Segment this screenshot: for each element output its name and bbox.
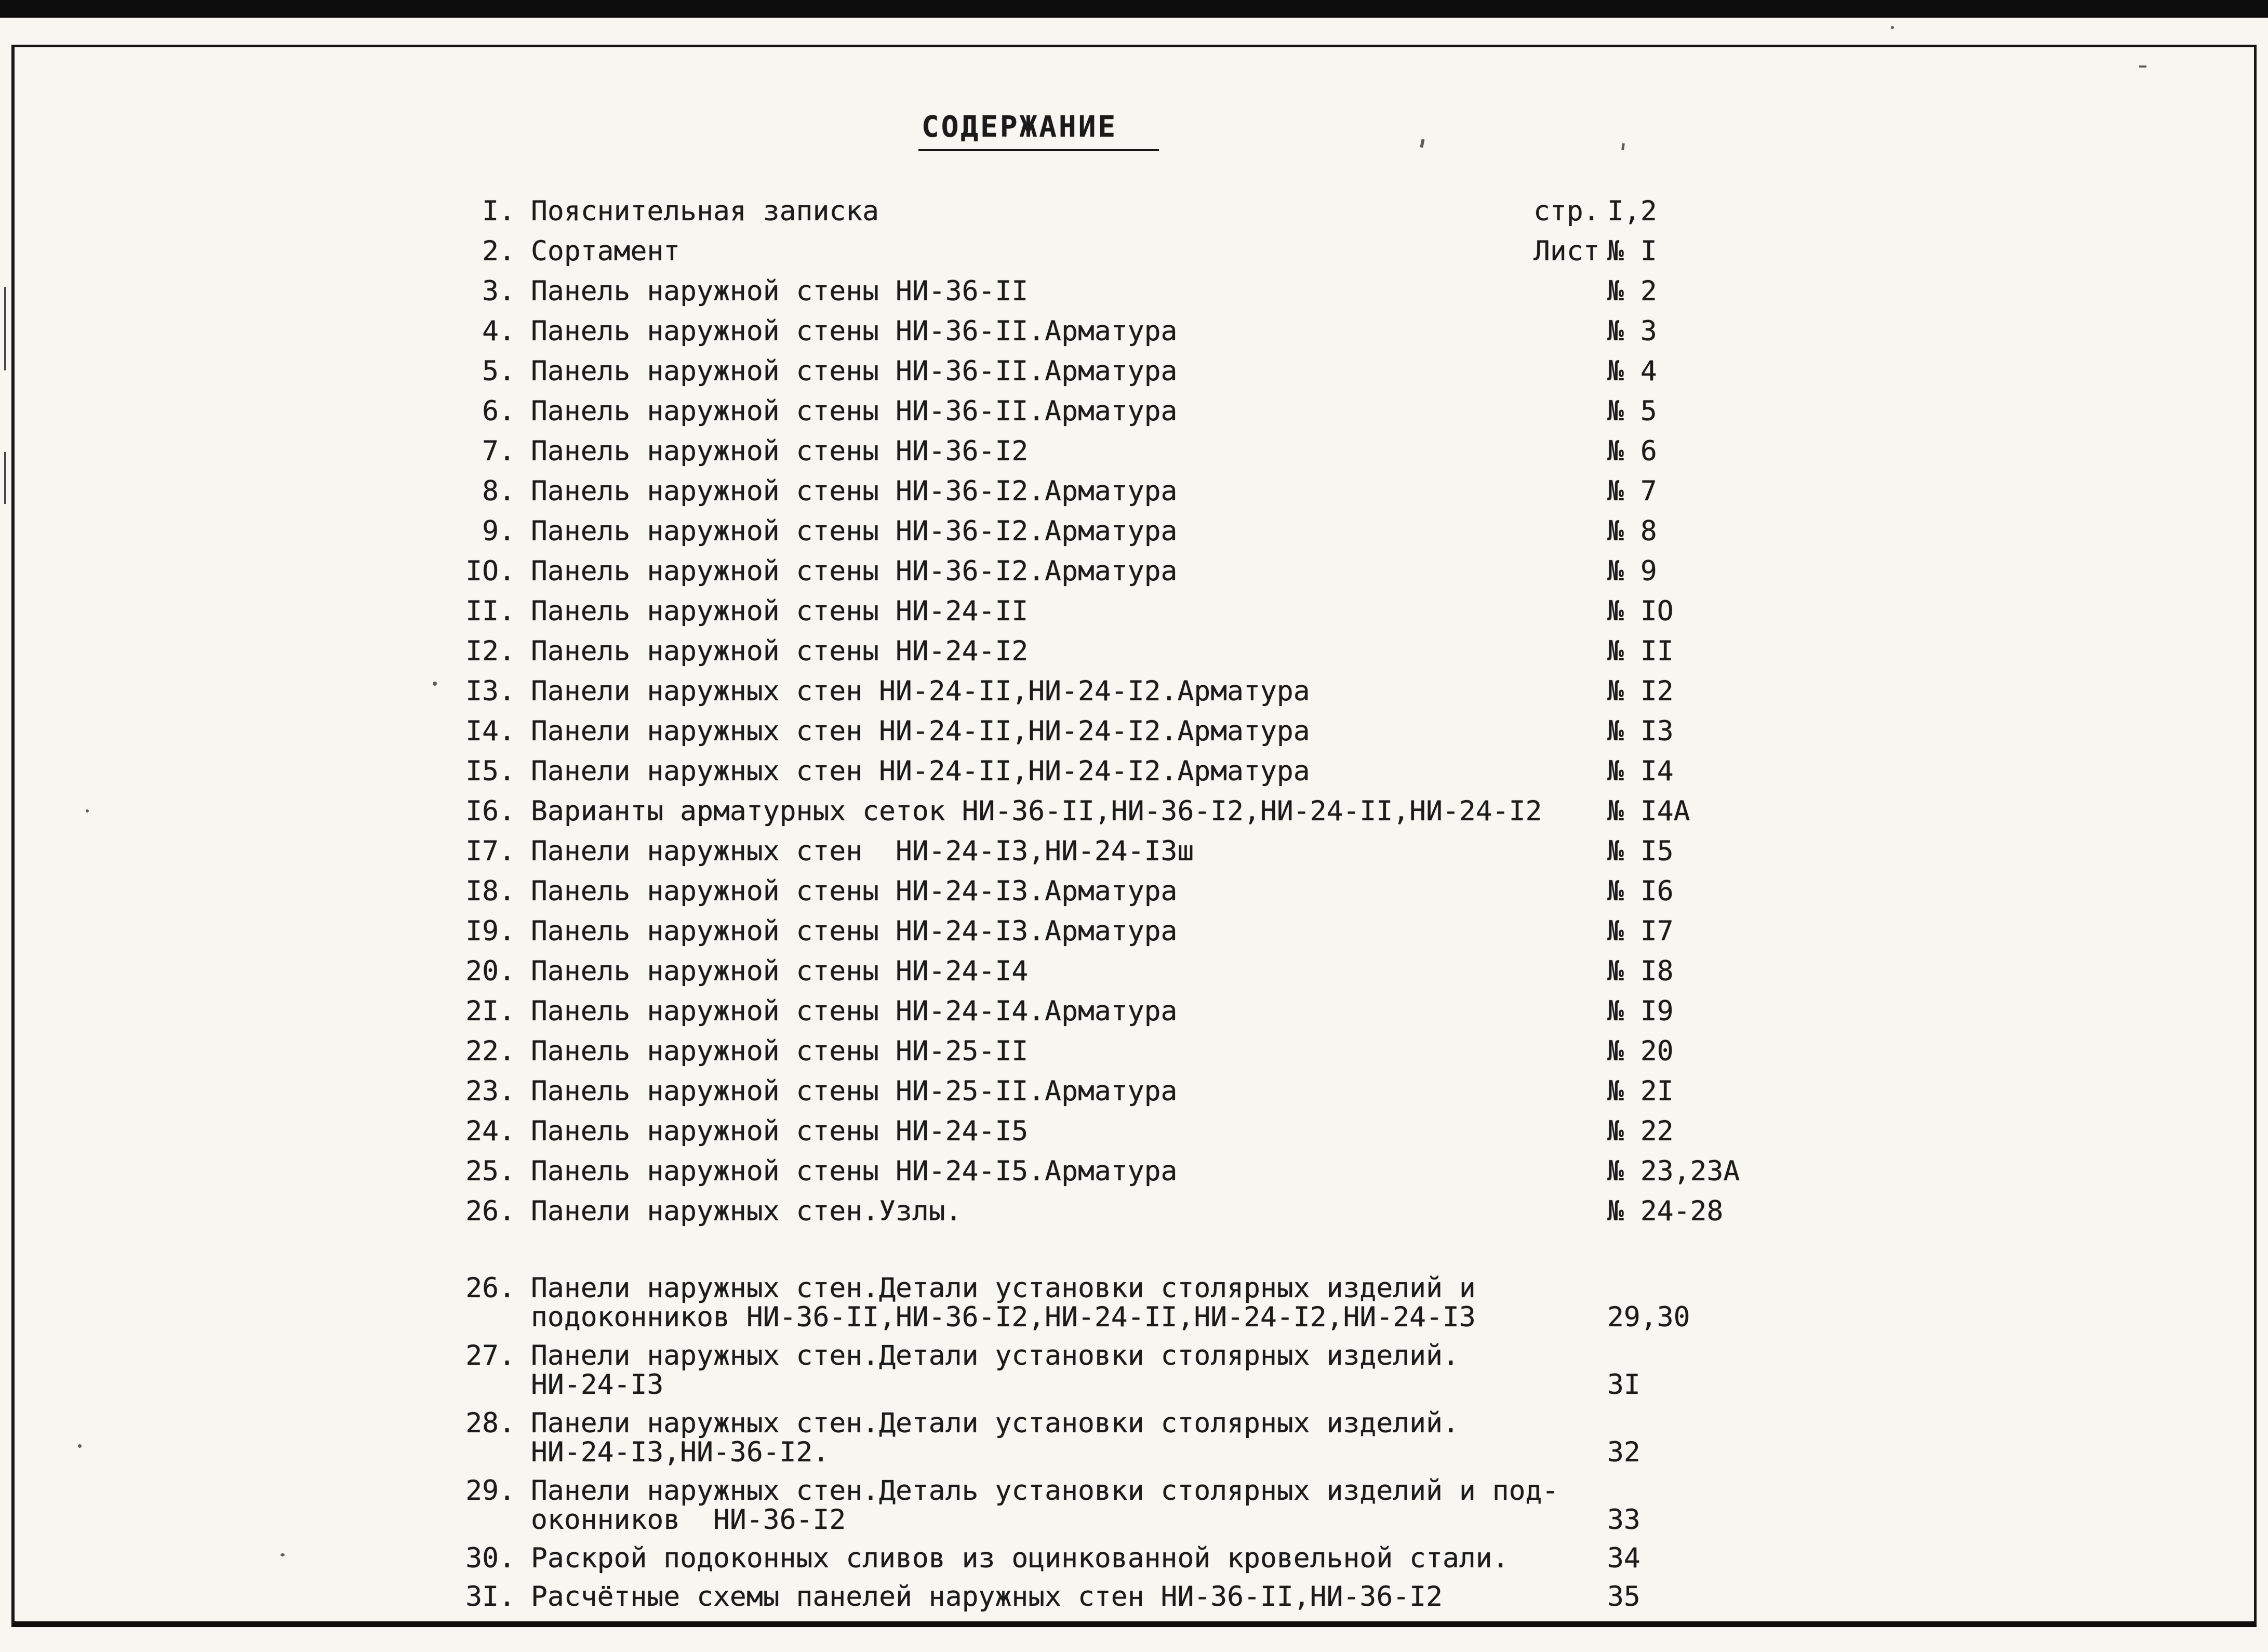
entry-ref-value: № I4 — [1607, 755, 1674, 787]
entry-ref-label — [1533, 911, 1607, 951]
entry-line-2: НИ-24-I3 — [531, 1369, 664, 1401]
entry-ref-value: 3I — [1607, 1369, 1640, 1401]
entry-ref-value: № 3 — [1607, 315, 1657, 347]
entry-ref — [1533, 591, 2161, 631]
scan-speck — [86, 809, 89, 812]
entry-ref — [1533, 191, 2161, 231]
entry-line-2: оконников НИ-36-I2 — [531, 1504, 846, 1536]
entry-ref — [1533, 871, 2161, 911]
toc-entry — [447, 591, 2161, 631]
entry-title: Панель наружной стены НИ-24-I5 — [531, 1115, 1029, 1147]
scan-speck — [2139, 65, 2146, 68]
entry-ref-value: № I6 — [1607, 875, 1674, 907]
entry-ref-label — [1533, 791, 1607, 831]
entry-ref-label — [1533, 1370, 1607, 1400]
toc-entry — [447, 1031, 2161, 1071]
entry-title: Панели наружных стен НИ-24-II,НИ-24-I2.Арматура — [531, 675, 1310, 707]
toc-list — [447, 191, 2161, 1231]
entry-title: Панель наружной стены НИ-36-II.Арматура — [531, 315, 1178, 347]
toc-entry — [447, 551, 2161, 591]
entry-number: 22. — [465, 1035, 515, 1067]
entry-line-1: Раскрой подоконных сливов из оцинкованной кровельной стали. — [531, 1542, 1509, 1574]
toc-entry — [447, 231, 2161, 271]
toc-entry — [447, 431, 2161, 471]
scan-speck — [433, 682, 437, 686]
entry-title: Сортамент — [531, 235, 681, 267]
entry-ref-label — [1533, 1191, 1607, 1231]
entry-ref-value: № 22 — [1607, 1115, 1674, 1147]
entry-ref — [1533, 471, 2161, 511]
entry-number: 30. — [465, 1542, 515, 1574]
toc-entry-multiline — [447, 1341, 2161, 1400]
entry-number: II. — [465, 595, 515, 627]
scan-speck — [1891, 26, 1894, 29]
entry-ref-label: стр. — [1533, 195, 1600, 227]
toc-entry-multiline — [447, 1544, 2161, 1573]
entry-ref — [1533, 711, 2161, 751]
entry-ref — [1533, 1544, 2161, 1573]
entry-ref-value: № II — [1607, 635, 1674, 667]
entry-ref-value: 35 — [1607, 1581, 1640, 1613]
entry-title: Панель наружной стены НИ-24-II — [531, 595, 1029, 627]
toc-entry — [447, 351, 2161, 391]
toc-entry — [447, 191, 2161, 231]
entry-title: Панель наружной стены НИ-24-I3.Арматура — [531, 915, 1178, 947]
toc-entry — [447, 271, 2161, 311]
entry-title: Панель наружной стены НИ-24-I2 — [531, 635, 1029, 667]
entry-ref-label — [1533, 1582, 1607, 1611]
entry-number: 26. — [465, 1272, 515, 1304]
toc-entry-multiline — [447, 1582, 2161, 1611]
entry-title: Панель наружной стены НИ-36-II.Арматура — [531, 355, 1178, 387]
entry-ref — [1533, 831, 2161, 871]
entry-title: Панели наружных стен НИ-24-II,НИ-24-I2.Арматура — [531, 755, 1310, 787]
toc-entry — [447, 1151, 2161, 1191]
entry-number: 5. — [482, 355, 515, 387]
entry-ref-value: № 8 — [1607, 515, 1657, 547]
toc-entry — [447, 311, 2161, 351]
entry-ref-value: № I5 — [1607, 835, 1674, 867]
entry-ref — [1533, 231, 2161, 271]
entry-title: Панели наружных стен НИ-24-I3,НИ-24-I3ш — [531, 835, 1194, 867]
toc-entry — [447, 751, 2161, 791]
entry-ref-value: № IO — [1607, 595, 1674, 627]
entry-number: 3. — [482, 275, 515, 307]
entry-ref — [1533, 1303, 2161, 1332]
scan-speck — [78, 1444, 82, 1448]
entry-ref-label — [1533, 991, 1607, 1031]
entry-ref-value: № I8 — [1607, 955, 1674, 987]
entry-number: 26. — [465, 1195, 515, 1227]
entry-ref-label — [1533, 511, 1607, 551]
entry-ref-value: № 6 — [1607, 435, 1657, 467]
entry-ref-value: № I — [1607, 235, 1657, 267]
entry-title: Пояснительная записка — [531, 195, 879, 227]
entry-ref-label — [1533, 551, 1607, 591]
entry-title: Панель наружной стены НИ-24-I3.Арматура — [531, 875, 1178, 907]
entry-title — [531, 1341, 1533, 1400]
entry-ref — [1533, 271, 2161, 311]
toc-entry — [447, 1191, 2161, 1231]
entry-ref-label — [1533, 1438, 1607, 1467]
entry-ref-label — [1533, 951, 1607, 991]
entry-ref-label — [1533, 271, 1607, 311]
entry-ref-value: № I3 — [1607, 715, 1674, 747]
entry-number: I3. — [465, 675, 515, 707]
entry-title: Панель наружной стены НИ-36-II — [531, 275, 1029, 307]
entry-number: I. — [482, 195, 515, 227]
toc-list-continued — [447, 1274, 2161, 1621]
entry-title: Панель наружной стены НИ-25-II — [531, 1035, 1029, 1067]
entry-number: 29. — [465, 1475, 515, 1507]
entry-number: 27. — [465, 1340, 515, 1371]
entry-title: Панель наружной стены НИ-25-II.Арматура — [531, 1075, 1178, 1107]
entry-number: 24. — [465, 1115, 515, 1147]
entry-ref-label — [1533, 591, 1607, 631]
entry-ref — [1533, 1191, 2161, 1231]
entry-ref-value: 33 — [1607, 1504, 1640, 1536]
entry-title: Панели наружных стен.Узлы. — [531, 1195, 962, 1227]
entry-ref-value: № I9 — [1607, 995, 1674, 1027]
entry-ref-label — [1533, 671, 1607, 711]
entry-ref — [1533, 551, 2161, 591]
entry-title: Панель наружной стены НИ-24-I4 — [531, 955, 1029, 987]
entry-number: I8. — [465, 875, 515, 907]
entry-title: Панель наружной стены НИ-36-I2.Арматура — [531, 475, 1178, 507]
entry-ref — [1533, 391, 2161, 431]
toc-entry — [447, 1111, 2161, 1151]
page-title: СОДЕРЖАНИЕ — [918, 110, 1159, 151]
entry-ref-label — [1533, 1071, 1607, 1111]
entry-ref-value: № 4 — [1607, 355, 1657, 387]
entry-ref-label: Лист — [1533, 235, 1600, 267]
entry-ref-value: № 24-28 — [1607, 1195, 1724, 1227]
scan-speck — [281, 1553, 285, 1556]
entry-ref — [1533, 1111, 2161, 1151]
entry-number: I4. — [465, 715, 515, 747]
toc-entry — [447, 791, 2161, 831]
toc-entry — [447, 391, 2161, 431]
entry-ref-value: № I7 — [1607, 915, 1674, 947]
entry-ref-value: № 7 — [1607, 475, 1657, 507]
toc-entry — [447, 631, 2161, 671]
entry-title: Панель наружной стены НИ-36-II.Арматура — [531, 395, 1178, 427]
entry-number: 3I. — [465, 1581, 515, 1613]
entry-ref-label — [1533, 831, 1607, 871]
toc-entry — [447, 1071, 2161, 1111]
entry-line-2: подоконников НИ-36-II,НИ-36-I2,НИ-24-II,НИ-24-I2,НИ-24-I3 — [531, 1301, 1476, 1333]
entry-ref-value: 29,30 — [1607, 1301, 1690, 1333]
toc-entry-multiline — [447, 1274, 2161, 1332]
entry-ref-value: 32 — [1607, 1436, 1640, 1468]
entry-ref — [1533, 1071, 2161, 1111]
entry-ref-label — [1533, 1506, 1607, 1535]
toc-entry-multiline — [447, 1476, 2161, 1535]
entry-line-1: Панели наружных стен.Деталь установки столярных изделий и под- — [531, 1475, 1559, 1507]
entry-number: 2I. — [465, 995, 515, 1027]
entry-ref-label — [1533, 871, 1607, 911]
entry-ref — [1533, 311, 2161, 351]
entry-number: I2. — [465, 635, 515, 667]
entry-ref-value: № I4А — [1607, 795, 1690, 827]
entry-line-1: Панели наружных стен.Детали установки столярных изделий и — [531, 1272, 1476, 1304]
entry-ref-label — [1533, 1151, 1607, 1191]
entry-title: Панель наружной стены НИ-36-I2.Арматура — [531, 555, 1178, 587]
entry-ref-value: I,2 — [1607, 195, 1657, 227]
entry-ref-value: № 23,23А — [1607, 1155, 1740, 1187]
top-border-bar — [0, 0, 2268, 18]
entry-number: 25. — [465, 1155, 515, 1187]
entry-ref-value: 34 — [1607, 1542, 1640, 1574]
entry-ref-label — [1533, 711, 1607, 751]
entry-line-1: Панели наружных стен.Детали установки столярных изделий. — [531, 1407, 1459, 1439]
entry-ref-label — [1533, 751, 1607, 791]
entry-ref-value: № 9 — [1607, 555, 1657, 587]
entry-title: Панель наружной стены НИ-24-I4.Арматура — [531, 995, 1178, 1027]
entry-ref — [1533, 1031, 2161, 1071]
toc-entry — [447, 471, 2161, 511]
toc-entry — [447, 831, 2161, 871]
toc-entry — [447, 911, 2161, 951]
entry-number: 20. — [465, 955, 515, 987]
entry-number: I9. — [465, 915, 515, 947]
entry-ref-label — [1533, 431, 1607, 471]
entry-ref-label — [1533, 471, 1607, 511]
entry-ref — [1533, 1582, 2161, 1611]
entry-number: 23. — [465, 1075, 515, 1107]
entry-ref — [1533, 751, 2161, 791]
entry-ref-label — [1533, 391, 1607, 431]
entry-line-1: Панели наружных стен.Детали установки столярных изделий. — [531, 1340, 1459, 1371]
toc-entry-multiline — [447, 1409, 2161, 1467]
entry-ref — [1533, 511, 2161, 551]
scan-edge-mark — [4, 452, 6, 504]
entry-ref — [1533, 351, 2161, 391]
entry-ref-label — [1533, 1544, 1607, 1573]
toc-entry — [447, 951, 2161, 991]
entry-line-1: Расчётные схемы панелей наружных стен НИ-36-II,НИ-36-I2 — [531, 1581, 1443, 1613]
entry-number: I7. — [465, 835, 515, 867]
entry-number: 28. — [465, 1407, 515, 1439]
toc-entry — [447, 671, 2161, 711]
entry-title — [531, 1475, 1559, 1536]
entry-ref — [1533, 631, 2161, 671]
entry-number: 7. — [482, 435, 515, 467]
entry-number: 4. — [482, 315, 515, 347]
entry-number: 6. — [482, 395, 515, 427]
entry-ref — [1533, 911, 2161, 951]
entry-ref-label — [1533, 631, 1607, 671]
entry-number: 9. — [482, 515, 515, 547]
toc-entry — [447, 711, 2161, 751]
entry-title — [531, 1274, 1533, 1332]
entry-ref-label — [1533, 311, 1607, 351]
entry-title: Панель наружной стены НИ-36-I2 — [531, 435, 1029, 467]
entry-number: I6. — [465, 795, 515, 827]
entry-ref-value: № 20 — [1607, 1035, 1674, 1067]
entry-ref — [1533, 791, 2161, 831]
toc-entry — [447, 871, 2161, 911]
scan-edge-mark — [4, 287, 6, 370]
entry-ref — [1533, 1506, 2161, 1535]
entry-title: Варианты арматурных сеток НИ-36-II,НИ-36-I2,НИ-24-II,НИ-24-I2 — [531, 795, 1542, 827]
entry-title — [531, 1409, 1533, 1467]
entry-ref-label — [1533, 1111, 1607, 1151]
toc-entry — [447, 991, 2161, 1031]
toc-entry — [447, 511, 2161, 551]
entry-ref-label — [1533, 1303, 1607, 1332]
entry-ref — [1533, 1438, 2161, 1467]
entry-title — [531, 1582, 1533, 1611]
entry-number: 2. — [482, 235, 515, 267]
entry-ref — [1533, 1151, 2161, 1191]
entry-ref — [1533, 671, 2161, 711]
entry-number: IO. — [465, 555, 515, 587]
entry-title: Панели наружных стен НИ-24-II,НИ-24-I2.Арматура — [531, 715, 1310, 747]
entry-title — [531, 1544, 1533, 1573]
entry-ref-value: № I2 — [1607, 675, 1674, 707]
entry-title: Панель наружной стены НИ-36-I2.Арматура — [531, 515, 1178, 547]
entry-ref-value: № 2 — [1607, 275, 1657, 307]
entry-number: 8. — [482, 475, 515, 507]
entry-ref — [1533, 1370, 2161, 1400]
entry-ref-value: № 5 — [1607, 395, 1657, 427]
entry-ref-value: № 2I — [1607, 1075, 1674, 1107]
entry-ref — [1533, 431, 2161, 471]
entry-ref — [1533, 991, 2161, 1031]
entry-ref-label — [1533, 351, 1607, 391]
entry-line-2: НИ-24-I3,НИ-36-I2. — [531, 1436, 830, 1468]
entry-number: I5. — [465, 755, 515, 787]
entry-title: Панель наружной стены НИ-24-I5.Арматура — [531, 1155, 1178, 1187]
entry-ref-label — [1533, 1031, 1607, 1071]
entry-ref — [1533, 951, 2161, 991]
